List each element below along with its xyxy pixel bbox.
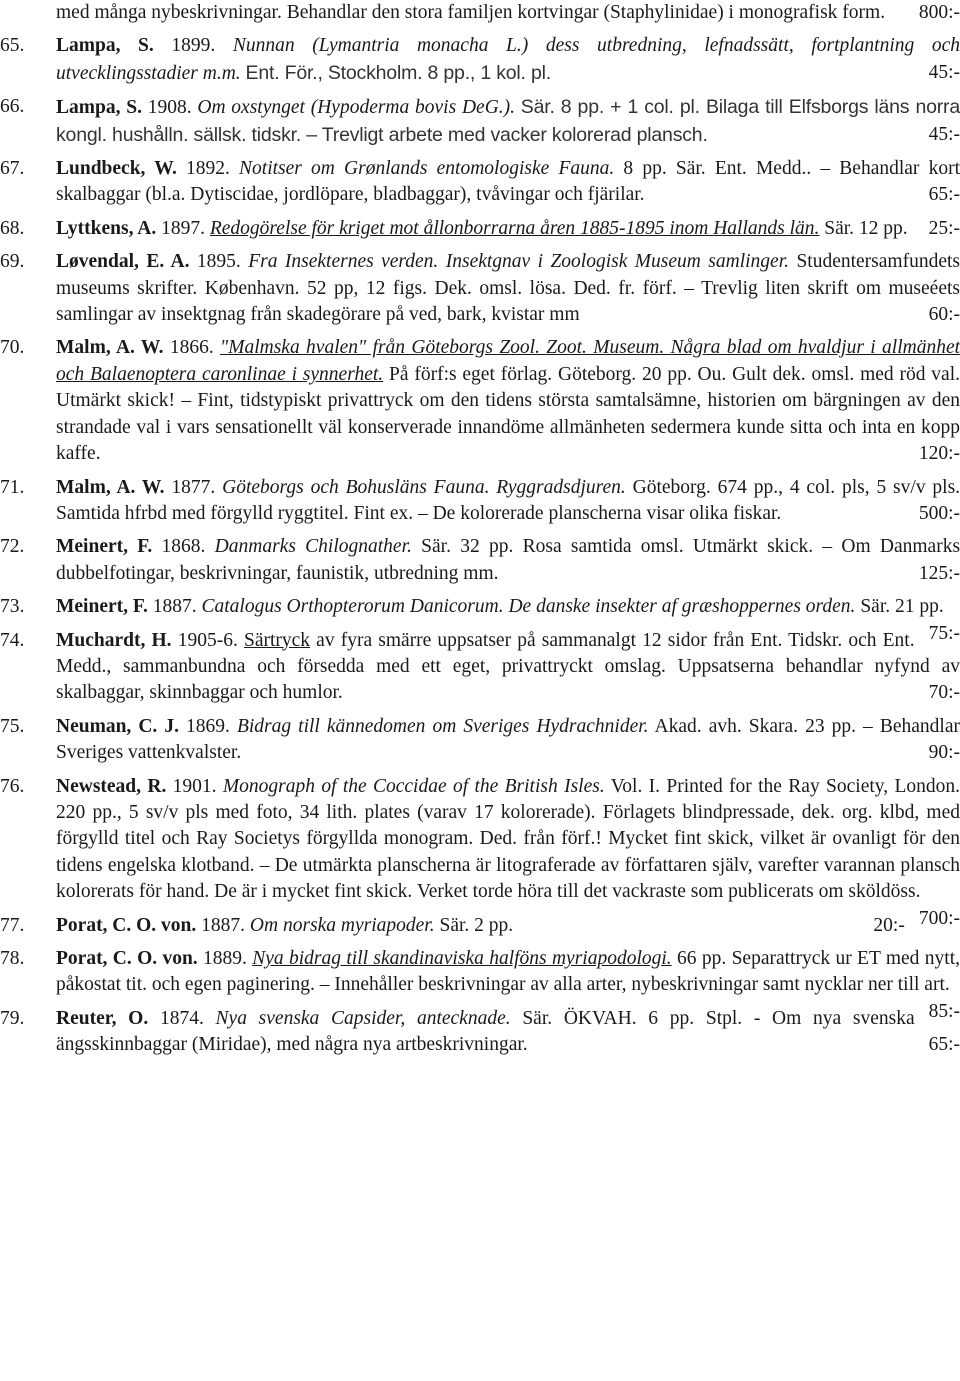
entry-number: 67. (0, 158, 25, 180)
entry-year: 1889. (203, 948, 247, 969)
entry-title: "Malmska hvalen" från Göteborgs Zool. Zoot. Museum. Några blad om hvaldjur i allmänhet och Balaenoptera caronlinae i synnerhet. (56, 337, 960, 385)
entry-author: Porat, C. O. von. (56, 914, 197, 936)
continued-entry (0, 0, 960, 26)
entry-title: Om norska myriapoder. (249, 914, 435, 936)
entry-details: Sär. ÖKVAH. 6 pp. Stpl. - Om nya svenska ängsskinnbaggar (Miridae), med några nya artbeskrivningar. (56, 1007, 915, 1056)
entry-details: Studentersamfundets museums skrifter. København. 52 pp, 12 figs. Dek. omsl. lösa. Ded. fr. förf. – Trevlig liten skrift om museéets samlingar av insektgnag från skadegörare på ved, bark, kvistar mm (56, 251, 960, 326)
catalog-entry (0, 475, 960, 528)
entry-year: 1868. (161, 536, 206, 558)
entry-price: 20:- (873, 914, 905, 936)
entry-number: 74. (0, 629, 25, 651)
catalog-entry (0, 249, 960, 328)
entry-year: 1869. (186, 715, 230, 737)
entry-price: 70:- (928, 682, 960, 704)
catalog-entry (0, 628, 960, 707)
entry-details: Akad. avh. Skara. 23 pp. – Behandlar Sveriges vattenkvalster. (56, 715, 960, 764)
catalog-entry (0, 33, 960, 87)
entry-title: Fra Insekternes verden. Insektgnav i Zoologisk Museum samlinger. (248, 251, 790, 273)
entry-details: av fyra smärre uppsatser på sammanalgt 12 sidor från Ent. Tidskr. och Ent. Medd., sammanbundna och försedda med ett eget, privattryckt omslag. Uppsatserna behandlar nyfynd av skalbaggar, skinnbaggar och humlor. (56, 629, 960, 704)
entry-price: 800:- (918, 2, 960, 23)
entry-number: 76. (0, 775, 25, 797)
entry-number: 72. (0, 536, 25, 558)
entry-year: 1887. (201, 914, 246, 936)
entry-title: Nya bidrag till skandinaviska halföns myriapodologi. (252, 948, 672, 969)
catalog-entry (0, 94, 960, 149)
entry-details: Sär. 21 pp. (860, 596, 944, 618)
entry-author: Newstead, R. (56, 775, 167, 797)
entry-number: 79. (0, 1007, 25, 1029)
entry-details: På förf:s eget förlag. Göteborg. 20 pp. Ou. Gult dek. omsl. med röd val. Utmärkt skick! – Fint, tidstypiskt privattryck om den tidens största samtalsämne, historien om bärgningen av den strandade val i vars sensationellt väl konserverade innandöme allmänheten sedermera kunde sitta och inta en kopp kaffe. (56, 363, 960, 465)
entry-author: Lundbeck, W. (56, 158, 177, 180)
entry-title: Nunnan (Lymantria monacha L.) dess utbredning, lefnadssätt, fortplantning och utvecklingsstadier m.m. (56, 35, 960, 84)
entry-number: 73. (0, 596, 25, 618)
entry-title: Monograph of the Coccidae of the British Isles. (222, 775, 605, 797)
entry-details: Vol. I. Printed for the Ray Society, London. 220 pp., 5 sv/v pls med foto, 34 lith. plates (varav 17 kolorerade). Förlagets blindpressade, dek. org. klbd, med förgylld titel och Ray Societys förgyllda monogram. Ded. från förf.! Mycket fint skick, vilket är ovanligt för den tidens engelska klotband. – De utmärkta planscherna är litograferade av författaren själv, varefter varannan plansch kolorerats för hand. De är i mycket fint skick. Verket torde höra till det vackraste som publicerats om sköldöss. (56, 775, 960, 903)
entry-title: Om oxstynget (Hypoderma bovis DeG.). (197, 97, 516, 119)
entry-details: 66 pp. Separattryck ur ET med nytt, påkostat tit. och egen paginering. – Innehåller beskrivningar av alla arter, nybeskrivningar samt nycklar ner till art. (56, 948, 960, 996)
entry-underlined-term: Särtryck (243, 629, 311, 651)
entry-author: Lampa, S. (56, 35, 154, 57)
catalog-entry (0, 216, 960, 242)
entry-price: 75:- (928, 622, 960, 644)
entry-author: Malm, A. W. (56, 476, 165, 498)
entry-price: 90:- (928, 742, 960, 764)
entry-price: 65:- (928, 184, 960, 206)
entry-author: Muchardt, H. (56, 629, 172, 651)
entry-details: Sär. 32 pp. Rosa samtida omsl. Utmärkt skick. – Om Danmarks dubbelfotingar, beskrivningar, faunistik, utbredning mm. (56, 536, 960, 584)
entry-year: 1897. (161, 217, 205, 239)
entry-author: Lampa, S. (56, 97, 142, 119)
entry-year: 1905-6. (177, 629, 238, 651)
catalog-entry (0, 534, 960, 587)
catalog-entry (0, 913, 960, 939)
entry-number: 69. (0, 251, 25, 273)
catalog-entry (0, 156, 960, 209)
entry-text: med många nybeskrivningar. Behandlar den stora familjen kortvingar (Staphylinidae) i monografisk form. (56, 2, 886, 23)
entry-year: 1908. (147, 97, 192, 119)
entry-price: 500:- (918, 502, 960, 524)
entry-author: Meinert, F. (56, 536, 153, 558)
entry-price: 60:- (928, 304, 960, 326)
entry-details: 8 pp. Sär. Ent. Medd.. – Behandlar kort skalbaggar (bl.a. Dytiscidae, jordlöpare, bladbaggar), tvåvingar och fjärilar. (56, 158, 960, 206)
entry-year: 1899. (171, 35, 216, 57)
entry-title: Catalogus Orthopterorum Danicorum. De danske insekter af græshoppernes orden. (201, 596, 856, 618)
entry-details: Ent. För., Stockholm. 8 pp., 1 kol. pl. (245, 61, 551, 84)
entry-number: 70. (0, 337, 25, 359)
entry-author: Løvendal, E. A. (56, 251, 190, 273)
entry-number: 68. (0, 217, 25, 239)
entry-details: Göteborg. 674 pp., 4 col. pls, 5 sv/v pls. Samtida hfrbd med förgylld ryggtitel. Fint ex. – De kolorerade planscherna visar olika fiskar. (56, 476, 960, 524)
entry-title: Notitser om Grønlands entomologiske Fauna. (239, 158, 615, 180)
entry-year: 1874. (159, 1007, 204, 1029)
entry-year: 1895. (196, 251, 241, 273)
entry-number: 65. (0, 35, 25, 57)
entry-year: 1866. (169, 337, 214, 359)
entry-author: Lyttkens, A. (56, 217, 157, 239)
entry-price: 45:- (928, 61, 960, 83)
entry-number: 77. (0, 914, 25, 936)
entry-title: Redogörelse för kriget mot ållonborrarna åren 1885-1895 inom Hallands län. (209, 217, 820, 239)
entry-title: Bidrag till kännedomen om Sveriges Hydrachnider. (236, 715, 649, 737)
entry-title: Danmarks Chilognather. (214, 536, 412, 558)
entry-number: 66. (0, 96, 25, 118)
entry-price: 120:- (918, 443, 960, 465)
entry-price: 85:- (928, 1000, 960, 1022)
entry-year: 1901. (172, 775, 217, 797)
entry-details: Sär. 12 pp. (824, 217, 908, 239)
entry-price: 25:- (928, 217, 960, 239)
entry-author: Meinert, F. (56, 596, 148, 618)
entry-title: Göteborgs och Bohusläns Fauna. Ryggradsdjuren. (222, 476, 626, 498)
entry-year: 1877. (171, 476, 216, 498)
entry-title: Nya svenska Capsider, antecknade. (215, 1007, 511, 1029)
entry-price: 65:- (928, 1034, 960, 1056)
entry-author: Neuman, C. J. (56, 715, 179, 737)
entry-year: 1887. (152, 596, 197, 618)
catalog-entry (0, 714, 960, 767)
entry-number: 78. (0, 948, 25, 969)
entry-price: 125:- (918, 562, 960, 584)
entry-number: 71. (0, 476, 25, 498)
entry-author: Porat, C. O. von. (56, 948, 198, 969)
catalog-entry (0, 1006, 960, 1059)
entry-price: 700:- (918, 907, 960, 929)
entry-author: Reuter, O. (56, 1007, 149, 1029)
entry-details: Sär. 2 pp. (439, 914, 514, 936)
entry-details: Sär. 8 pp. + 1 col. pl. Bilaga till Elfsborgs läns norra kongl. hushålln. sällsk. tidskr. – Trevligt arbete med vacker kolorerad plansch. (56, 96, 960, 146)
catalog-entry (0, 335, 960, 467)
entry-year: 1892. (186, 158, 230, 180)
entry-author: Malm, A. W. (56, 337, 164, 359)
entry-number: 75. (0, 715, 25, 737)
entry-price: 45:- (928, 123, 960, 145)
